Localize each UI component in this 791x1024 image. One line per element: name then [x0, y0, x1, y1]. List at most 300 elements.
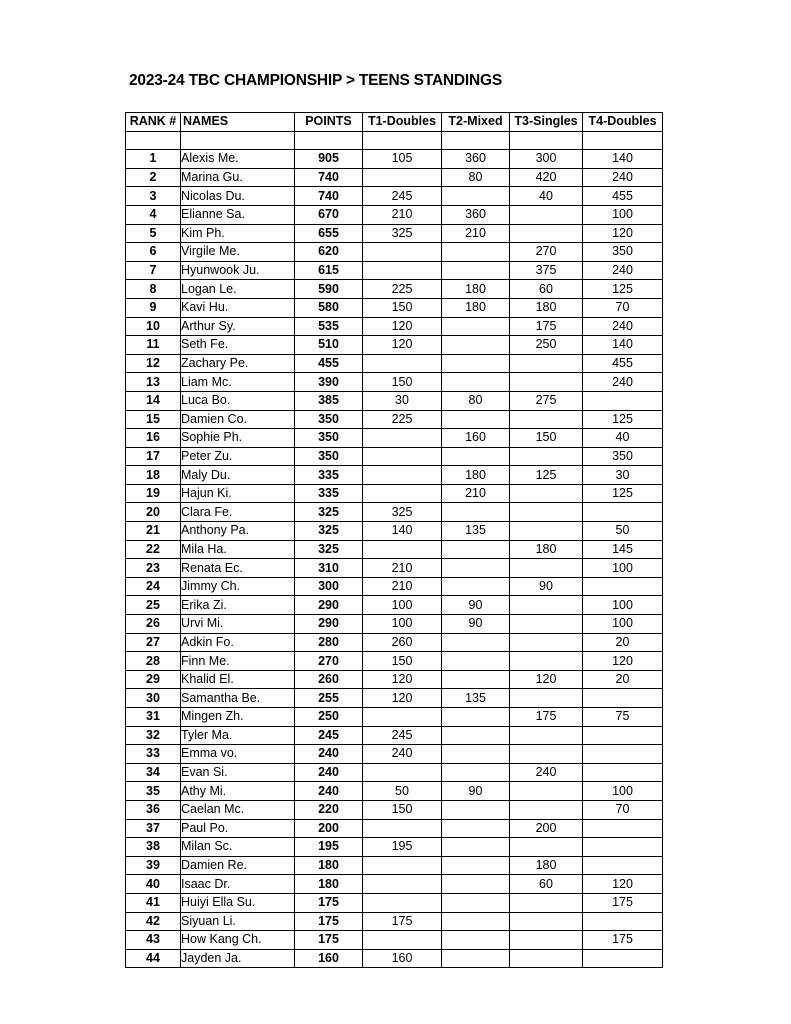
t2-mixed-cell: 135 — [442, 689, 510, 708]
t4-doubles-cell: 40 — [583, 429, 663, 448]
t3-singles-cell: 120 — [510, 670, 583, 689]
rank-cell: 1 — [126, 150, 181, 169]
points-cell: 180 — [295, 875, 363, 894]
rank-cell: 17 — [126, 447, 181, 466]
t2-mixed-cell — [442, 912, 510, 931]
t4-doubles-cell: 140 — [583, 336, 663, 355]
t2-mixed-cell — [442, 373, 510, 392]
points-cell: 580 — [295, 298, 363, 317]
t1-doubles-cell: 210 — [363, 577, 442, 596]
points-cell: 290 — [295, 615, 363, 634]
points-cell: 180 — [295, 856, 363, 875]
table-row — [126, 429, 663, 448]
t4-doubles-cell — [583, 856, 663, 875]
name-cell: Arthur Sy. — [181, 317, 295, 336]
name-cell: Adkin Fo. — [181, 633, 295, 652]
name-cell: Hajun Ki. — [181, 484, 295, 503]
name-cell: Urvi Mi. — [181, 615, 295, 634]
t1-doubles-cell: 30 — [363, 391, 442, 410]
name-cell: Renata Ec. — [181, 559, 295, 578]
t4-doubles-cell — [583, 912, 663, 931]
t1-doubles-cell — [363, 763, 442, 782]
points-cell: 250 — [295, 708, 363, 727]
table-row — [126, 410, 663, 429]
rank-cell: 24 — [126, 577, 181, 596]
t1-doubles-cell — [363, 447, 442, 466]
t2-mixed-cell — [442, 893, 510, 912]
rank-cell: 31 — [126, 708, 181, 727]
rank-header: RANK # — [126, 113, 181, 132]
name-cell: Maly Du. — [181, 466, 295, 485]
t2-mixed-cell — [442, 261, 510, 280]
t1-doubles-cell: 245 — [363, 726, 442, 745]
t4-doubles-cell — [583, 503, 663, 522]
name-cell: Logan Le. — [181, 280, 295, 299]
t4-doubles-cell: 100 — [583, 559, 663, 578]
name-cell: Marina Gu. — [181, 168, 295, 187]
t2-mixed-cell — [442, 875, 510, 894]
rank-cell: 27 — [126, 633, 181, 652]
name-cell: Siyuan Li. — [181, 912, 295, 931]
points-cell: 300 — [295, 577, 363, 596]
t4-doubles-cell: 20 — [583, 670, 663, 689]
t2-mixed-cell — [442, 410, 510, 429]
name-cell: Kim Ph. — [181, 224, 295, 243]
t2-mixed-cell: 80 — [442, 168, 510, 187]
t1-doubles-cell — [363, 261, 442, 280]
name-cell: Anthony Pa. — [181, 522, 295, 541]
t1-doubles-cell: 150 — [363, 298, 442, 317]
rank-cell: 22 — [126, 540, 181, 559]
table-row — [126, 317, 663, 336]
t3-singles-cell — [510, 522, 583, 541]
points-cell: 240 — [295, 763, 363, 782]
t4-doubles-cell: 70 — [583, 800, 663, 819]
t4-doubles-cell: 70 — [583, 298, 663, 317]
t1-doubles-cell: 100 — [363, 615, 442, 634]
points-cell: 335 — [295, 484, 363, 503]
t2-mixed-cell — [442, 447, 510, 466]
points-cell: 905 — [295, 150, 363, 169]
t2-mixed-cell: 360 — [442, 150, 510, 169]
points-cell: 195 — [295, 838, 363, 857]
spacer-cell — [126, 131, 181, 150]
table-row — [126, 503, 663, 522]
t1-doubles-cell: 120 — [363, 689, 442, 708]
rank-cell: 39 — [126, 856, 181, 875]
table-row — [126, 336, 663, 355]
table-row — [126, 150, 663, 169]
table-row — [126, 559, 663, 578]
t3-singles-cell: 420 — [510, 168, 583, 187]
points-cell: 245 — [295, 726, 363, 745]
t3-singles-cell — [510, 893, 583, 912]
t1-doubles-cell: 175 — [363, 912, 442, 931]
table-row — [126, 224, 663, 243]
t2-mixed-cell: 90 — [442, 596, 510, 615]
rank-cell: 12 — [126, 354, 181, 373]
t1-doubles-cell: 225 — [363, 410, 442, 429]
t4-doubles-cell: 120 — [583, 224, 663, 243]
t4-doubles-cell: 125 — [583, 410, 663, 429]
table-row — [126, 708, 663, 727]
table-row — [126, 949, 663, 968]
rank-cell: 38 — [126, 838, 181, 857]
page-title: 2023-24 TBC CHAMPIONSHIP > TEENS STANDINGS — [129, 72, 503, 89]
rank-cell: 43 — [126, 931, 181, 950]
t3-singles-cell — [510, 652, 583, 671]
rank-cell: 30 — [126, 689, 181, 708]
t3-singles-cell: 180 — [510, 540, 583, 559]
name-cell: Jayden Ja. — [181, 949, 295, 968]
name-cell: Caelan Mc. — [181, 800, 295, 819]
name-cell: Damien Re. — [181, 856, 295, 875]
table-row — [126, 354, 663, 373]
spacer-cell — [510, 131, 583, 150]
table-row — [126, 596, 663, 615]
t4-doubles-cell — [583, 577, 663, 596]
name-cell: Sophie Ph. — [181, 429, 295, 448]
t4-doubles-cell — [583, 838, 663, 857]
t3-singles-cell: 60 — [510, 875, 583, 894]
t3-singles-cell: 175 — [510, 317, 583, 336]
table-row — [126, 522, 663, 541]
name-cell: Athy Mi. — [181, 782, 295, 801]
t4-doubles-cell: 30 — [583, 466, 663, 485]
points-cell: 390 — [295, 373, 363, 392]
table-row — [126, 800, 663, 819]
table-row — [126, 633, 663, 652]
name-cell: Hyunwook Ju. — [181, 261, 295, 280]
table-row — [126, 763, 663, 782]
points-cell: 325 — [295, 522, 363, 541]
t4-doubles-cell: 75 — [583, 708, 663, 727]
table-row — [126, 726, 663, 745]
t3-singles-cell: 180 — [510, 298, 583, 317]
name-cell: Damien Co. — [181, 410, 295, 429]
t1-doubles-cell: 105 — [363, 150, 442, 169]
t3-singles-cell: 240 — [510, 763, 583, 782]
t1-doubles-cell: 150 — [363, 800, 442, 819]
t3-singles-cell — [510, 447, 583, 466]
t4-doubles-cell: 50 — [583, 522, 663, 541]
table-row — [126, 689, 663, 708]
points-cell: 590 — [295, 280, 363, 299]
name-cell: Virgile Me. — [181, 243, 295, 262]
t2-mixed-cell: 80 — [442, 391, 510, 410]
t3-singles-cell — [510, 689, 583, 708]
t2-mixed-cell: 160 — [442, 429, 510, 448]
t3-singles-cell — [510, 559, 583, 578]
t3-singles-cell: 150 — [510, 429, 583, 448]
t3-singles-cell: 60 — [510, 280, 583, 299]
table-row — [126, 782, 663, 801]
name-cell: Erika Zi. — [181, 596, 295, 615]
t3-singles-cell — [510, 782, 583, 801]
t2-mixed-cell: 180 — [442, 466, 510, 485]
t1-doubles-cell: 160 — [363, 949, 442, 968]
t3-singles-cell — [510, 596, 583, 615]
name-cell: Luca Bo. — [181, 391, 295, 410]
t1-doubles-cell: 50 — [363, 782, 442, 801]
table-row — [126, 205, 663, 224]
points-cell: 325 — [295, 540, 363, 559]
t1-doubles-cell: 210 — [363, 559, 442, 578]
t1-doubles-cell — [363, 875, 442, 894]
rank-cell: 8 — [126, 280, 181, 299]
t2-mixed-cell — [442, 745, 510, 764]
points-cell: 385 — [295, 391, 363, 410]
t3-singles-cell — [510, 800, 583, 819]
points-cell: 615 — [295, 261, 363, 280]
t3-singles-cell — [510, 354, 583, 373]
rank-cell: 6 — [126, 243, 181, 262]
t1-doubles-cell: 325 — [363, 224, 442, 243]
rank-cell: 35 — [126, 782, 181, 801]
t4-doubles-cell: 175 — [583, 931, 663, 950]
table-row — [126, 466, 663, 485]
t4-doubles-cell: 240 — [583, 317, 663, 336]
t1-doubles-cell — [363, 466, 442, 485]
points-cell: 260 — [295, 670, 363, 689]
t1-doubles-cell: 210 — [363, 205, 442, 224]
t3-singles-cell: 375 — [510, 261, 583, 280]
table-row — [126, 652, 663, 671]
t2-mixed-cell — [442, 559, 510, 578]
t4-doubles-cell: 120 — [583, 875, 663, 894]
t2-mixed-cell: 180 — [442, 298, 510, 317]
t3-singles-cell — [510, 745, 583, 764]
t3-singles-cell: 275 — [510, 391, 583, 410]
rank-cell: 13 — [126, 373, 181, 392]
table-row — [126, 280, 663, 299]
name-cell: Clara Fe. — [181, 503, 295, 522]
t3-singles-cell — [510, 205, 583, 224]
table-row — [126, 893, 663, 912]
rank-cell: 10 — [126, 317, 181, 336]
t1-doubles-cell — [363, 484, 442, 503]
t4-doubles-cell — [583, 689, 663, 708]
points-cell: 200 — [295, 819, 363, 838]
t2-mixed-cell: 360 — [442, 205, 510, 224]
t1-doubles-cell — [363, 429, 442, 448]
points-cell: 670 — [295, 205, 363, 224]
table-row — [126, 540, 663, 559]
t2-mixed-cell — [442, 317, 510, 336]
points-cell: 335 — [295, 466, 363, 485]
t3-singles-cell — [510, 633, 583, 652]
t3-singles-cell: 40 — [510, 187, 583, 206]
name-cell: Elianne Sa. — [181, 205, 295, 224]
name-cell: Zachary Pe. — [181, 354, 295, 373]
t3-singles-cell — [510, 615, 583, 634]
table-row — [126, 243, 663, 262]
points-cell: 325 — [295, 503, 363, 522]
rank-cell: 28 — [126, 652, 181, 671]
table-row — [126, 391, 663, 410]
points-cell: 740 — [295, 168, 363, 187]
t1-doubles-cell: 225 — [363, 280, 442, 299]
rank-cell: 7 — [126, 261, 181, 280]
t3-singles-cell — [510, 373, 583, 392]
points-cell: 620 — [295, 243, 363, 262]
t3-singles-cell: 180 — [510, 856, 583, 875]
spacer-cell — [363, 131, 442, 150]
t1-doubles-cell: 150 — [363, 652, 442, 671]
table-row — [126, 931, 663, 950]
t3-singles-cell — [510, 838, 583, 857]
points-cell: 350 — [295, 429, 363, 448]
t2-mixed-cell: 210 — [442, 224, 510, 243]
t3-singles-cell — [510, 949, 583, 968]
table-row — [126, 745, 663, 764]
t2-mixed-cell — [442, 577, 510, 596]
t2-mixed-cell — [442, 763, 510, 782]
t2-mixed-header: T2-Mixed — [442, 113, 510, 132]
t2-mixed-cell — [442, 931, 510, 950]
t1-doubles-cell: 120 — [363, 317, 442, 336]
name-cell: Mila Ha. — [181, 540, 295, 559]
t4-doubles-cell — [583, 745, 663, 764]
t1-doubles-cell: 325 — [363, 503, 442, 522]
t4-doubles-cell: 125 — [583, 484, 663, 503]
t4-doubles-cell: 140 — [583, 150, 663, 169]
spacer-cell — [295, 131, 363, 150]
points-cell: 175 — [295, 893, 363, 912]
rank-cell: 23 — [126, 559, 181, 578]
points-cell: 455 — [295, 354, 363, 373]
t4-doubles-cell: 100 — [583, 596, 663, 615]
t3-singles-cell — [510, 410, 583, 429]
name-cell: Peter Zu. — [181, 447, 295, 466]
t1-doubles-cell: 100 — [363, 596, 442, 615]
t3-singles-header: T3-Singles — [510, 113, 583, 132]
rank-cell: 21 — [126, 522, 181, 541]
rank-cell: 14 — [126, 391, 181, 410]
t4-doubles-cell — [583, 949, 663, 968]
name-cell: Nicolas Du. — [181, 187, 295, 206]
t4-doubles-cell: 100 — [583, 615, 663, 634]
table-row — [126, 447, 663, 466]
name-cell: Seth Fe. — [181, 336, 295, 355]
points-cell: 655 — [295, 224, 363, 243]
t1-doubles-cell — [363, 540, 442, 559]
t3-singles-cell — [510, 726, 583, 745]
table-row — [126, 168, 663, 187]
t1-doubles-cell: 245 — [363, 187, 442, 206]
t2-mixed-cell — [442, 838, 510, 857]
t4-doubles-cell: 125 — [583, 280, 663, 299]
rank-cell: 5 — [126, 224, 181, 243]
t1-doubles-cell — [363, 708, 442, 727]
table-row — [126, 875, 663, 894]
rank-cell: 29 — [126, 670, 181, 689]
t1-doubles-cell — [363, 931, 442, 950]
name-cell: Huiyi Ella Su. — [181, 893, 295, 912]
t1-doubles-cell: 120 — [363, 670, 442, 689]
t4-doubles-cell — [583, 391, 663, 410]
t1-doubles-cell — [363, 893, 442, 912]
t4-doubles-cell: 350 — [583, 243, 663, 262]
t1-doubles-cell — [363, 819, 442, 838]
points-cell: 270 — [295, 652, 363, 671]
rank-cell: 44 — [126, 949, 181, 968]
name-cell: Khalid El. — [181, 670, 295, 689]
table-row — [126, 670, 663, 689]
name-cell: Emma vo. — [181, 745, 295, 764]
rank-cell: 25 — [126, 596, 181, 615]
t3-singles-cell: 200 — [510, 819, 583, 838]
t2-mixed-cell — [442, 819, 510, 838]
table-row — [126, 577, 663, 596]
points-cell: 240 — [295, 782, 363, 801]
names-header: NAMES — [181, 113, 295, 132]
name-cell: Tyler Ma. — [181, 726, 295, 745]
points-cell: 310 — [295, 559, 363, 578]
t3-singles-cell: 300 — [510, 150, 583, 169]
t2-mixed-cell — [442, 726, 510, 745]
points-cell: 510 — [295, 336, 363, 355]
points-cell: 290 — [295, 596, 363, 615]
rank-cell: 42 — [126, 912, 181, 931]
points-cell: 175 — [295, 931, 363, 950]
t4-doubles-cell: 175 — [583, 893, 663, 912]
t3-singles-cell: 125 — [510, 466, 583, 485]
t4-doubles-cell: 350 — [583, 447, 663, 466]
t4-doubles-cell: 100 — [583, 205, 663, 224]
rank-cell: 41 — [126, 893, 181, 912]
table-row — [126, 838, 663, 857]
t4-doubles-cell: 145 — [583, 540, 663, 559]
rank-cell: 9 — [126, 298, 181, 317]
points-cell: 160 — [295, 949, 363, 968]
t2-mixed-cell — [442, 670, 510, 689]
table-row — [126, 484, 663, 503]
rank-cell: 4 — [126, 205, 181, 224]
points-cell: 240 — [295, 745, 363, 764]
t2-mixed-cell — [442, 856, 510, 875]
name-cell: Samantha Be. — [181, 689, 295, 708]
t4-doubles-cell — [583, 726, 663, 745]
t4-doubles-cell: 120 — [583, 652, 663, 671]
rank-cell: 36 — [126, 800, 181, 819]
t1-doubles-header: T1-Doubles — [363, 113, 442, 132]
t1-doubles-cell — [363, 354, 442, 373]
t1-doubles-cell: 195 — [363, 838, 442, 857]
t4-doubles-cell: 20 — [583, 633, 663, 652]
t2-mixed-cell — [442, 800, 510, 819]
spacer-cell — [181, 131, 295, 150]
table-row — [126, 298, 663, 317]
rank-cell: 34 — [126, 763, 181, 782]
name-cell: Isaac Dr. — [181, 875, 295, 894]
table-row — [126, 819, 663, 838]
rank-cell: 3 — [126, 187, 181, 206]
table-row — [126, 373, 663, 392]
t3-singles-cell — [510, 484, 583, 503]
t2-mixed-cell — [442, 652, 510, 671]
t3-singles-cell: 250 — [510, 336, 583, 355]
table-row — [126, 912, 663, 931]
spacer-row — [126, 131, 663, 150]
points-cell: 740 — [295, 187, 363, 206]
t2-mixed-cell: 180 — [442, 280, 510, 299]
t2-mixed-cell — [442, 503, 510, 522]
t2-mixed-cell — [442, 540, 510, 559]
name-cell: Finn Me. — [181, 652, 295, 671]
t2-mixed-cell — [442, 336, 510, 355]
t3-singles-cell — [510, 931, 583, 950]
